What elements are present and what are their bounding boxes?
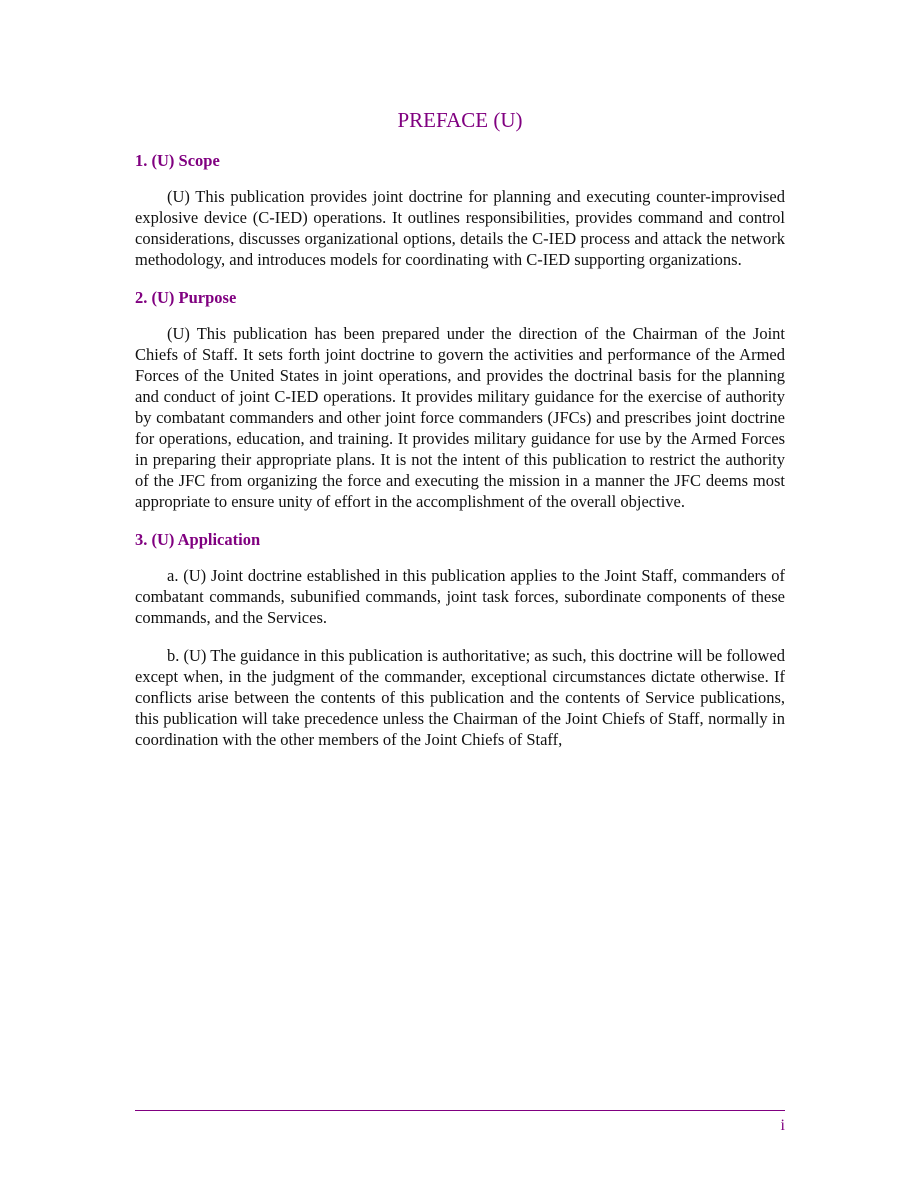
paragraph: a. (U) Joint doctrine established in this publication applies to the Joint Staff, commanders of combatant commands, subunified commands, joint task forces, subordinate components of these commands, and the Services.: [135, 566, 785, 627]
section-scope: [135, 150, 785, 270]
section-heading: 1. (U) Scope: [135, 151, 220, 170]
footer-divider: [135, 1110, 785, 1111]
section-application: [135, 529, 785, 750]
document-body: [135, 150, 785, 767]
section-heading: 3. (U) Application: [135, 530, 261, 549]
paragraph: b. (U) The guidance in this publication is authoritative; as such, this doctrine will be followed except when, in the judgment of the commander, exceptional circumstances dictate otherwise. If conflicts arise between the contents of this publication and the contents of Service publications, this publication will take precedence unless the Chairman of the Joint Chiefs of Staff, normally in coordination with the other members of the Joint Chiefs of Staff,: [135, 646, 785, 749]
paragraph: (U) This publication provides joint doctrine for planning and executing counter-improvised explosive device (C-IED) operations. It outlines responsibilities, provides command and control considerations, discusses organizational options, details the C-IED process and attack the network methodology, and introduces models for coordinating with C-IED supporting organizations.: [135, 187, 785, 269]
page-title: PREFACE (U): [397, 108, 523, 132]
paragraph: (U) This publication has been prepared under the direction of the Chairman of the Joint Chiefs of Staff. It sets forth joint doctrine to govern the activities and performance of the Armed Forces of the United States in joint operations, and provides the doctrinal basis for the planning and conduct of joint C-IED operations. It provides military guidance for the exercise of authority by combatant commanders and other joint force commanders (JFCs) and prescribes joint doctrine for operations, education, and training. It provides military guidance for use by the Armed Forces in preparing their appropriate plans. It is not the intent of this publication to restrict the authority of the JFC from organizing the force and executing the mission in a manner the JFC deems most appropriate to ensure unity of effort in the accomplishment of the overall objective.: [135, 324, 785, 511]
section-heading: 2. (U) Purpose: [135, 288, 237, 307]
page-number: i: [780, 1117, 785, 1134]
section-purpose: [135, 287, 785, 512]
